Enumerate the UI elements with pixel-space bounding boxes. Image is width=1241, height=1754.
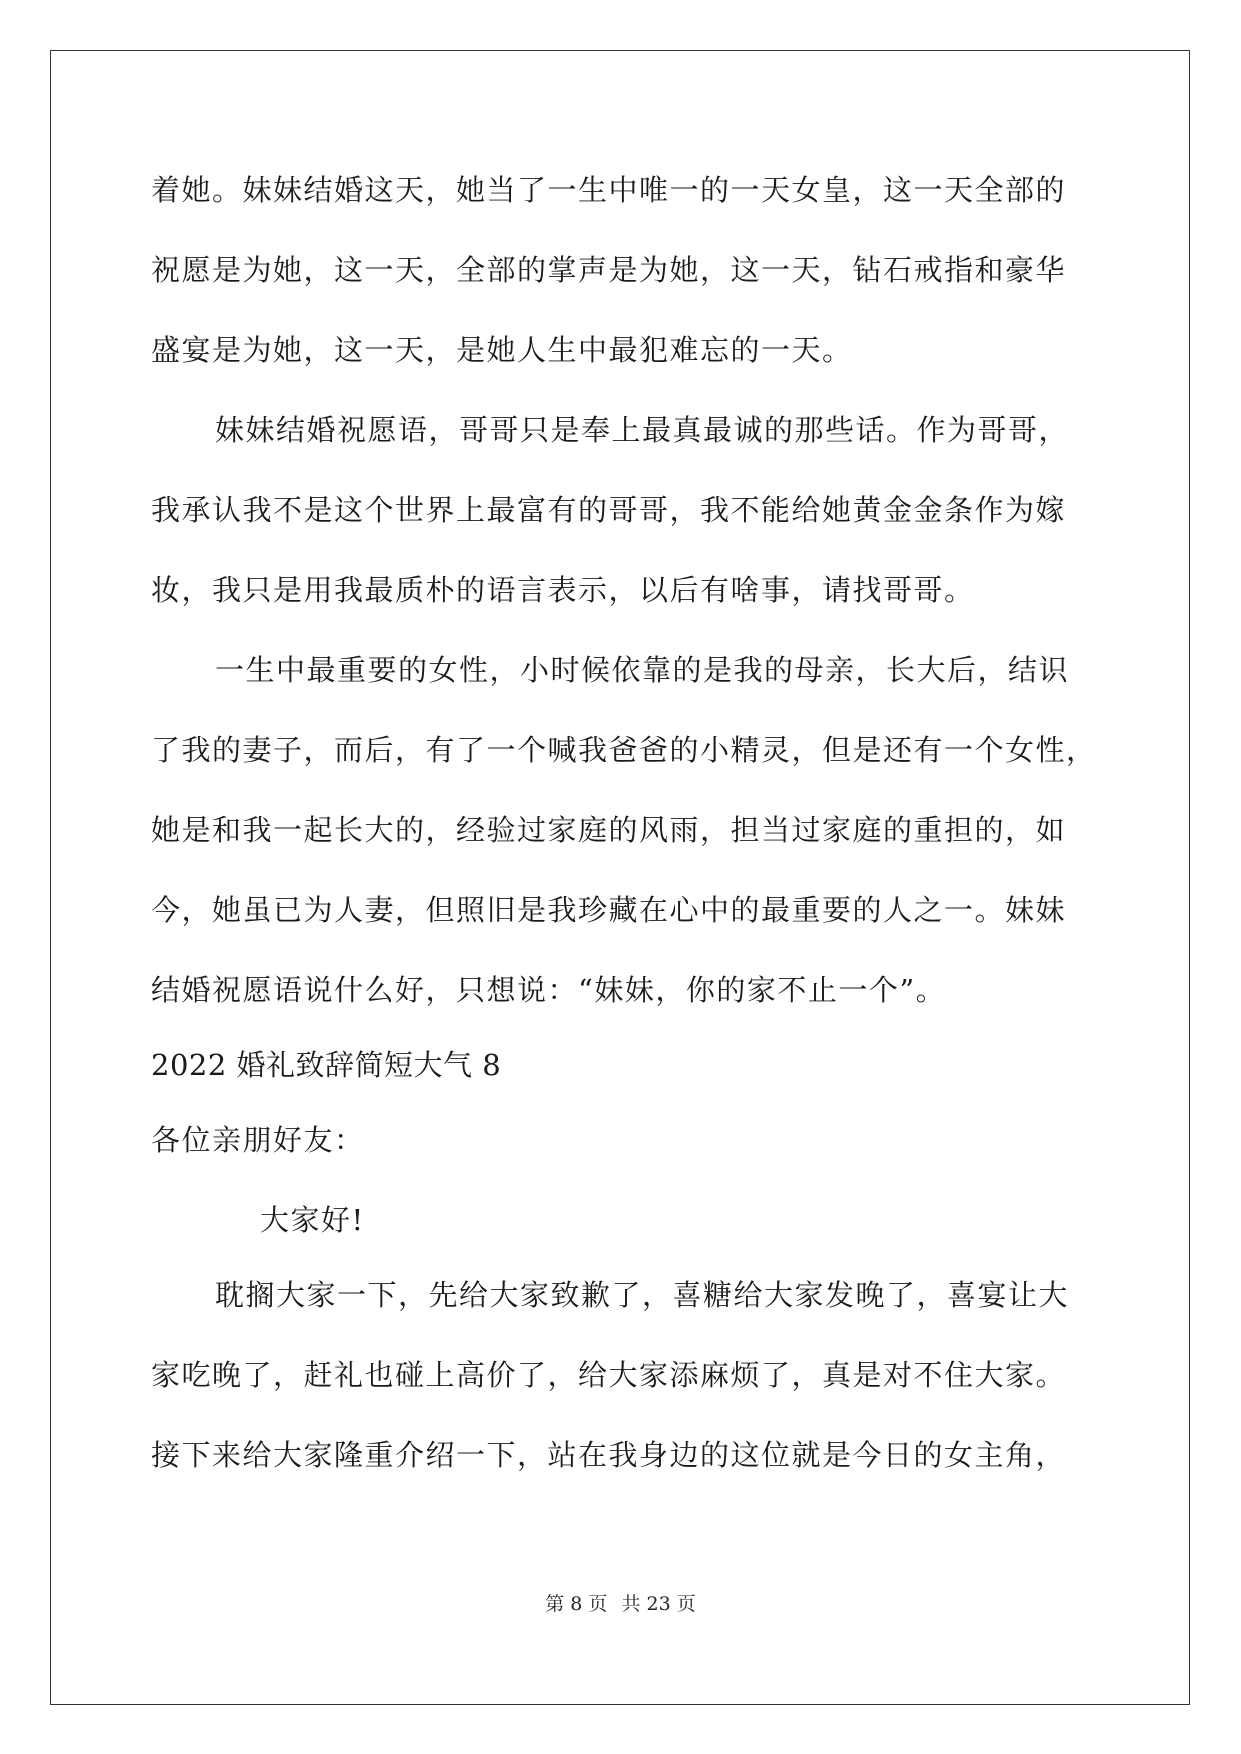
text-line: 耽搁大家一下，先给大家致歉了，喜糖给大家发晚了，喜宴让大 <box>215 1278 1070 1312</box>
salutation: 各位亲朋好友： <box>151 1123 365 1157</box>
text-line: 家吃晚了，赶礼也碰上高价了，给大家添麻烦了，真是对不住大家。 <box>151 1358 1067 1392</box>
text-line: 妆，我只是用我最质朴的语言表示，以后有啥事，请找哥哥。 <box>151 573 975 607</box>
text-line: 盛宴是为她，这一天，是她人生中最犯难忘的一天。 <box>151 333 853 367</box>
page-footer <box>0 1592 1241 1616</box>
text-line: 一生中最重要的女性，小时候依靠的是我的母亲，长大后，结识 <box>215 653 1070 687</box>
text-line: 着她。妹妹结婚这天，她当了一生中唯一的一天女皇，这一天全部的 <box>151 173 1067 207</box>
section-heading: 2022 婚礼致辞简短大气 8 <box>151 1048 502 1082</box>
page-total: 共 23 页 <box>621 1593 696 1615</box>
text-line: 接下来给大家隆重介绍一下，站在我身边的这位就是今日的女主角， <box>151 1438 1067 1472</box>
text-line: 今，她虽已为人妻，但照旧是我珍藏在心中的最重要的人之一。妹妹 <box>151 893 1067 927</box>
text-line: 妹妹结婚祝愿语，哥哥只是奉上最真最诚的那些话。作为哥哥， <box>215 413 1070 447</box>
text-line: 结婚祝愿语说什么好，只想说：“妹妹，你的家不止一个”。 <box>151 973 947 1007</box>
text-line: 我承认我不是这个世界上最富有的哥哥，我不能给她黄金金条作为嫁 <box>151 493 1067 527</box>
text-line: 了我的妻子，而后，有了一个喊我爸爸的小精灵，但是还有一个女性， <box>151 733 1097 767</box>
greeting: 大家好! <box>260 1203 365 1237</box>
text-line: 她是和我一起长大的，经验过家庭的风雨，担当过家庭的重担的，如 <box>151 813 1067 847</box>
text-line: 祝愿是为她，这一天，全部的掌声是为她，这一天，钻石戒指和豪华 <box>151 253 1067 287</box>
page-number: 第 8 页 <box>545 1593 608 1615</box>
